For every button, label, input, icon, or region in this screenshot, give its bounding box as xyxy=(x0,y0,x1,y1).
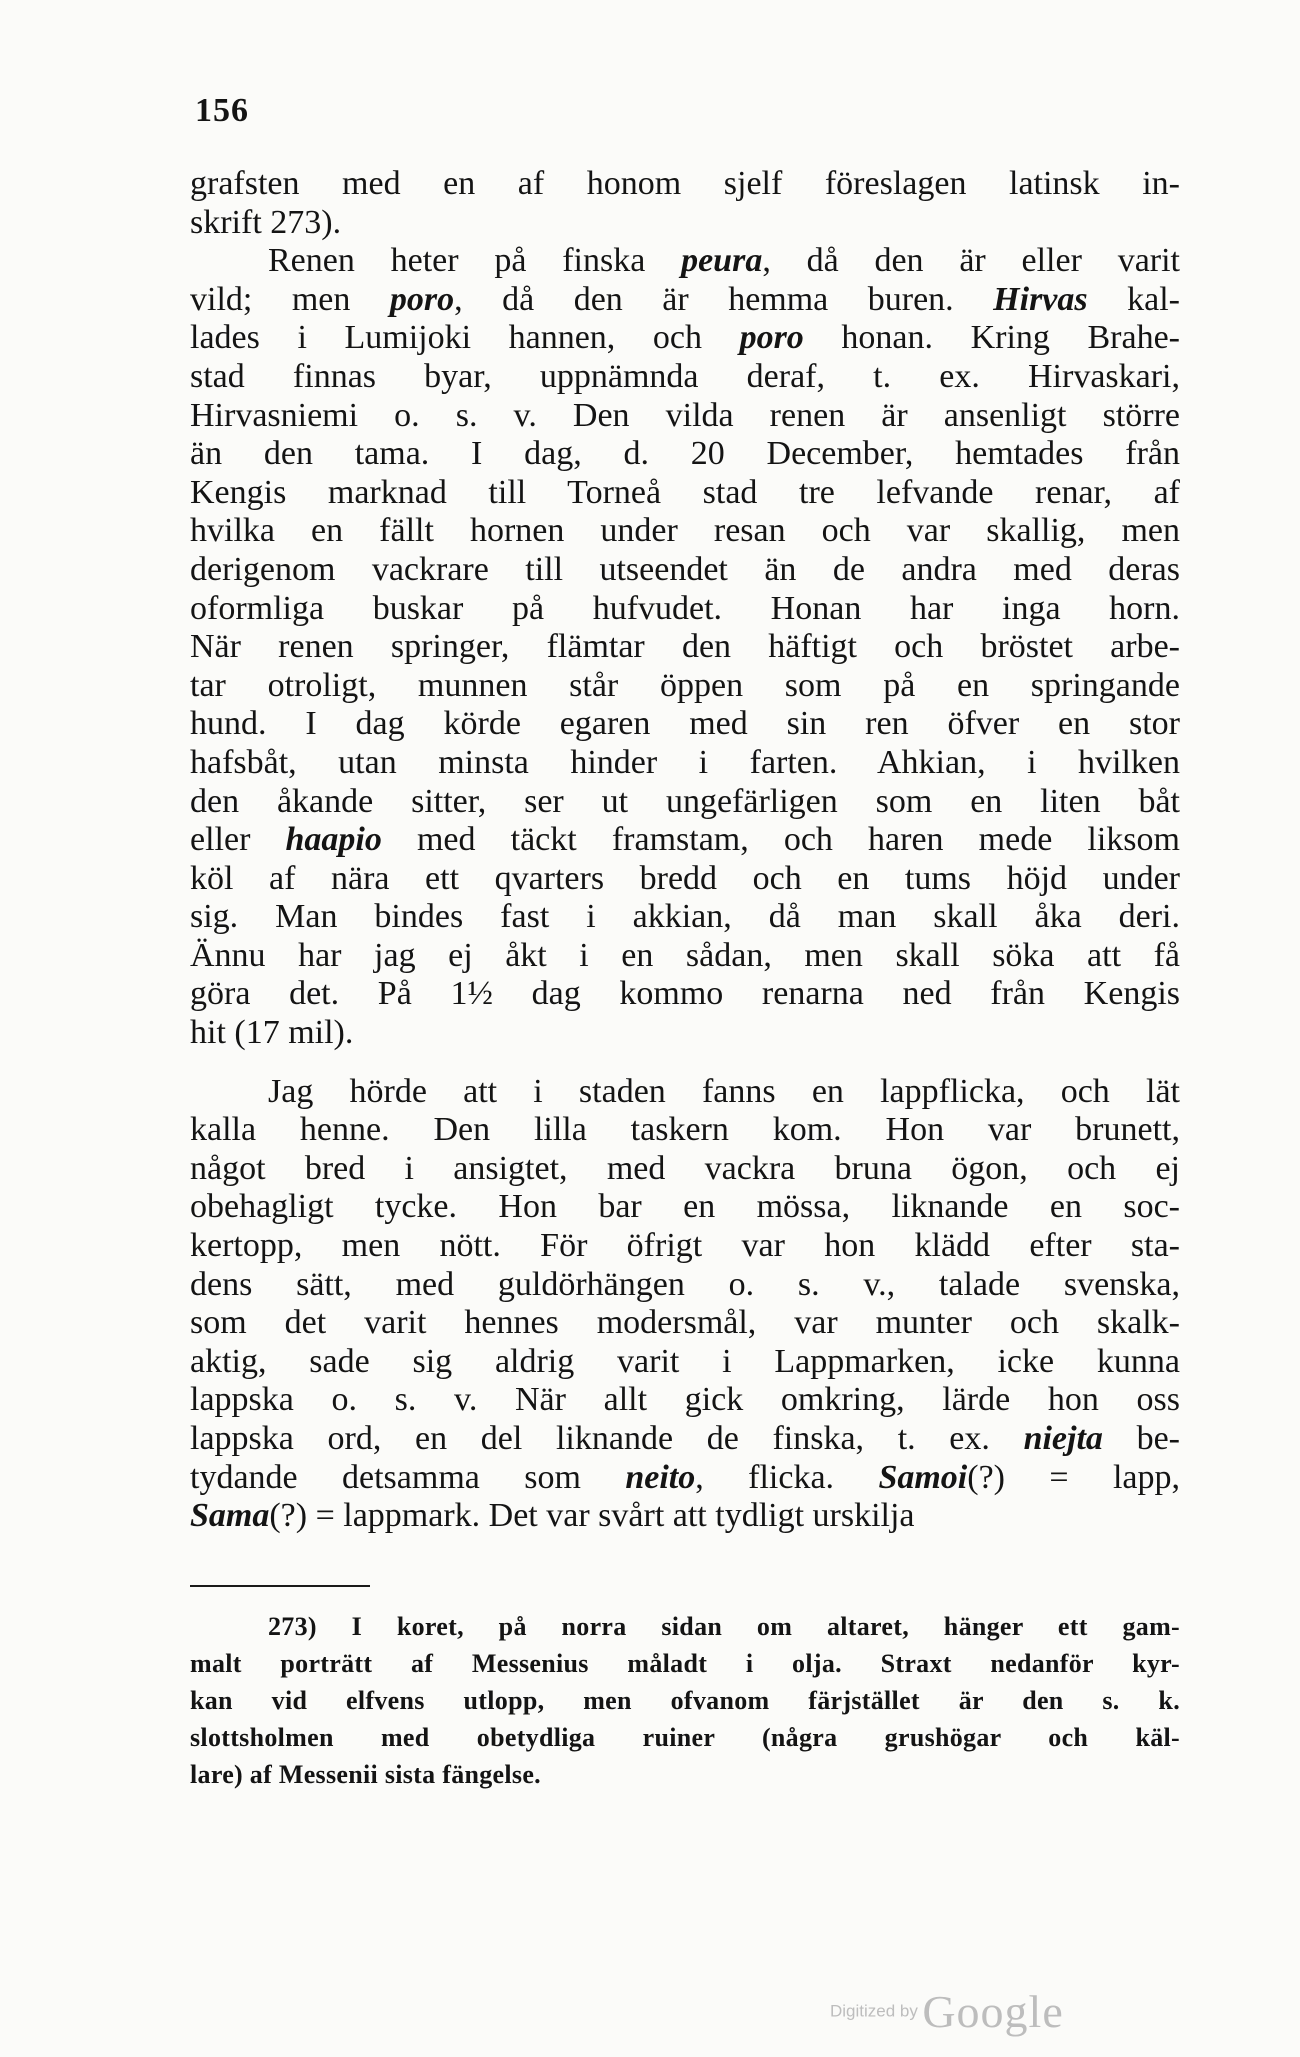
paragraph xyxy=(190,165,1180,242)
text-line: oformliga buskar på hufvudet. Honan har inga horn. xyxy=(190,589,1180,627)
text-line: än den tama. I dag, d. 20 December, hemtades från xyxy=(190,435,1180,473)
footnote-line: lare) af Messenii sista fängelse. xyxy=(190,1760,541,1789)
text-line: vild; men poro, då den är hemma buren. Hirvas kal- xyxy=(190,280,1180,318)
paragraph-gap xyxy=(190,1053,1180,1073)
text-line: grafsten med en af honom sjelf föreslagen latinsk in- xyxy=(190,165,1180,202)
text-line: göra det. På 1½ dag kommo renarna ned från Kengis xyxy=(190,975,1180,1013)
text-line: Sama(?) = lappmark. Det var svårt att tydligt urskilja xyxy=(190,1497,915,1535)
italic-term: Samoi xyxy=(878,1458,968,1496)
page-number: 156 xyxy=(195,92,249,129)
text-line: Jag hörde att i staden fanns en lappflicka, och lät xyxy=(268,1072,1180,1110)
text-line: hvilka en fällt hornen under resan och var skallig, men xyxy=(190,512,1180,550)
italic-term: niejta xyxy=(1023,1420,1103,1457)
footnote-line: slottsholmen med obetydliga ruiner (några grushögar och käl- xyxy=(190,1723,1180,1752)
google-logo: Google xyxy=(922,1986,1064,2037)
text-line: hund. I dag körde egaren med sin ren öfver en stor xyxy=(190,705,1180,743)
text-line: hafsbåt, utan minsta hinder i farten. Ahkian, i hvilken xyxy=(190,743,1180,781)
italic-term: Hirvas xyxy=(993,280,1088,318)
paragraph xyxy=(190,1073,1180,1536)
text-line: lappska ord, en del liknande de finska, t. ex. niejta be- xyxy=(190,1420,1180,1457)
text-line: tar otroligt, munnen står öppen som på en springande xyxy=(190,666,1180,704)
text-line: köl af nära ett qvarters bredd och en tums höjd under xyxy=(190,859,1180,897)
footnote-divider xyxy=(190,1585,370,1587)
text-line: kertopp, men nött. För öfrigt var hon klädd efter sta- xyxy=(190,1227,1180,1265)
footnote xyxy=(190,1608,1180,1793)
text-line: något bred i ansigtet, med vackra bruna ögon, och ej xyxy=(190,1149,1180,1187)
text-line: skrift 273). xyxy=(190,203,342,241)
text-line: den åkande sitter, ser ut ungefärligen som en liten båt xyxy=(190,782,1180,820)
italic-term: neito xyxy=(625,1458,696,1496)
text-line: dens sätt, med guldörhängen o. s. v., talade svenska, xyxy=(190,1265,1180,1303)
text-line: sig. Man bindes fast i akkian, då man skall åka deri. xyxy=(190,898,1180,936)
text-line: När renen springer, flämtar den häftigt och bröstet arbe- xyxy=(190,628,1180,666)
text-line: Hirvasniemi o. s. v. Den vilda renen är ansenligt större xyxy=(190,396,1180,434)
italic-term: peura xyxy=(681,242,763,280)
text-line: eller haapio med täckt framstam, och haren mede liksom xyxy=(190,821,1180,859)
italic-term: poro xyxy=(739,319,804,357)
text-line: derigenom vackrare till utseendet än de andra med deras xyxy=(190,550,1180,588)
text-line: obehagligt tycke. Hon bar en mössa, liknande en soc- xyxy=(190,1188,1180,1226)
footnote-line: kan vid elfvens utlopp, men ofvanom färjstället är den s. k. xyxy=(190,1686,1180,1715)
body-text xyxy=(190,165,1180,1536)
text-line: stad finnas byar, uppnämnda deraf, t. ex. Hirvaskari, xyxy=(190,357,1180,395)
italic-term: poro xyxy=(389,280,455,318)
watermark-prefix: Digitized by xyxy=(830,2001,918,2021)
text-line: Renen heter på finska peura, då den är eller varit xyxy=(268,242,1180,280)
footnote-line: malt porträtt af Messenius måladt i olja. Straxt nedanför kyr- xyxy=(190,1649,1180,1678)
digitization-watermark xyxy=(830,1985,1064,2038)
text-line: Kengis marknad till Torneå stad tre lefvande renar, af xyxy=(190,473,1180,511)
paragraph xyxy=(190,242,1180,1052)
italic-term: haapio xyxy=(285,821,382,859)
text-line: hit (17 mil). xyxy=(190,1014,354,1052)
text-line: kalla henne. Den lilla taskern kom. Hon var brunett, xyxy=(190,1111,1180,1149)
text-line: lappska o. s. v. När allt gick omkring, lärde hon oss xyxy=(190,1381,1180,1419)
text-line: som det varit hennes modersmål, var munter och skalk- xyxy=(190,1304,1180,1342)
italic-term: Sama xyxy=(190,1497,270,1535)
text-line: Ännu har jag ej åkt i en sådan, men skall söka att få xyxy=(190,936,1180,974)
text-line: tydande detsamma som neito, flicka. Samoi(?) = lapp, xyxy=(190,1458,1180,1496)
footnote-line: 273) I koret, på norra sidan om altaret, hänger ett gam- xyxy=(268,1612,1180,1641)
text-line: aktig, sade sig aldrig varit i Lappmarken, icke kunna xyxy=(190,1342,1180,1380)
text-line: lades i Lumijoki hannen, och poro honan. Kring Brahe- xyxy=(190,319,1180,357)
